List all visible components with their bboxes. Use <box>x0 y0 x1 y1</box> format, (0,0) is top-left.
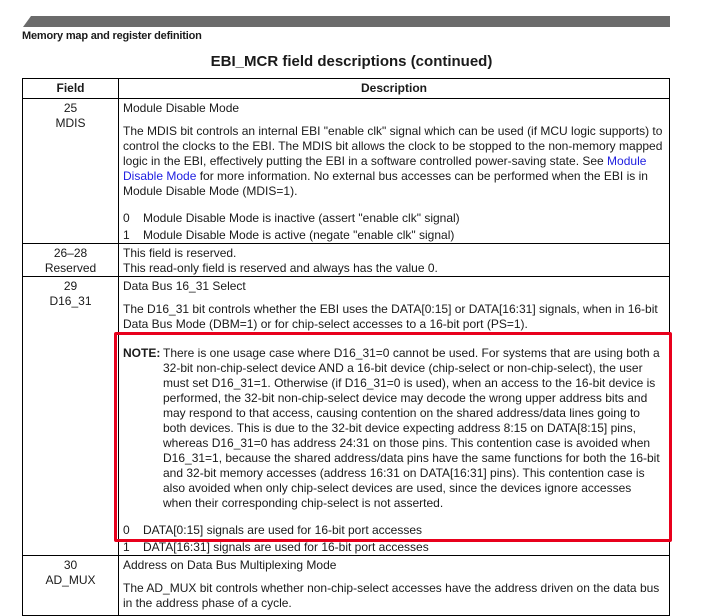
description-cell <box>119 556 670 616</box>
field-title: Address on Data Bus Multiplexing Mode <box>123 558 337 572</box>
field-title: Data Bus 16_31 Select <box>123 279 246 293</box>
field-body: The D16_31 bit controls whether the EBI uses the DATA[0:15] or DATA[16:31] signals, when in 16-bit Data Bus Mode (DBM=1) or for chip-select accesses to a 16-bit port (PS=1). <box>123 302 658 331</box>
page-header-bar <box>23 16 670 27</box>
reserved-line-1: This field is reserved. <box>123 246 237 260</box>
value-row: 0 DATA[0:15] signals are used for 16-bit port accesses <box>123 523 423 537</box>
field-body: The AD_MUX bit controls whether non-chip-select accesses have the address driven on the data bus in the address phase of a cycle. <box>123 581 660 610</box>
table-row-d16-31 <box>23 277 670 556</box>
module-disable-mode-link[interactable]: Module Disable Mode <box>123 154 647 183</box>
table-header-row <box>23 79 670 99</box>
value-row: 1 DATA[16:31] signals are used for 16-bit port accesses <box>123 540 429 554</box>
table-row-mdis <box>23 99 670 244</box>
value-row: 1 Module Disable Mode is active (negate "enable clk" signal) <box>123 228 455 242</box>
field-descriptions-table <box>22 78 670 616</box>
field-cell <box>23 277 119 556</box>
column-header-field: Field <box>23 79 119 99</box>
field-title: Module Disable Mode <box>123 101 240 115</box>
field-bit: 25 <box>63 101 78 115</box>
note-label: NOTE: <box>123 346 161 360</box>
field-name: MDIS <box>55 116 86 130</box>
description-cell <box>119 99 670 244</box>
field-bit: 30 <box>63 558 78 572</box>
field-name: D16_31 <box>49 294 92 308</box>
field-cell <box>23 556 119 616</box>
field-cell <box>23 99 119 244</box>
table-row-reserved <box>23 244 670 277</box>
note-text: There is one usage case where D16_31=0 cannot be used. For systems that are using both a 32-bit non-chip-select device AND a 16-bit device (chip-select or non-chip-select), the user must set D16_31=1. Otherwise (if D16_31=0 is used), when an access to the 16-bit device is performed, the 32-bit non-chip-select device may decode the wrong upper address bits and may respond to that access, causing contention on the shared address/data lines going to both devices. This is due to the 32-bit device expecting address 8:15 on DATA[8:15] pins, whereas D16_31=0 has address 24:31 on those pins. This contention case is avoided when D16_31=1, because the shared address/data pins have the same functions for both the 16-bit and 32-bit memory accesses (address 16:31 on DATA[16:31] pins). This contention case is also avoided when only chip-select devices are used, since the devices ignore accesses when their corresponding chip-select is not asserted. <box>163 346 660 510</box>
field-body: The MDIS bit controls an internal EBI "enable clk" signal which can be used (if MCU logic supports) to control the clocks to the EBI. The MDIS bit allows the clock to be stopped to the non-memory mapped logic in the EBI, effectively putting the EBI in a software controlled power-saving state. See Module Disable Mode for more information. No external bus accesses can be performed when the EBI is in Module Disable Mode (MDIS=1). <box>123 124 663 198</box>
description-cell <box>119 277 670 556</box>
field-name: Reserved <box>44 261 97 275</box>
field-cell <box>23 244 119 277</box>
table-title: EBI_MCR field descriptions (continued) <box>210 53 493 70</box>
note-block <box>123 346 665 511</box>
section-title: Memory map and register definition <box>22 30 202 42</box>
value-row: 0 Module Disable Mode is inactive (assert "enable clk" signal) <box>123 211 460 225</box>
column-header-description: Description <box>119 79 670 99</box>
table-row-ad-mux <box>23 556 670 616</box>
reserved-line-2: This read-only field is reserved and always has the value 0. <box>123 261 438 275</box>
description-cell <box>119 244 670 277</box>
field-name: AD_MUX <box>45 573 96 587</box>
field-bit: 29 <box>63 279 78 293</box>
field-bit: 26–28 <box>53 246 88 260</box>
